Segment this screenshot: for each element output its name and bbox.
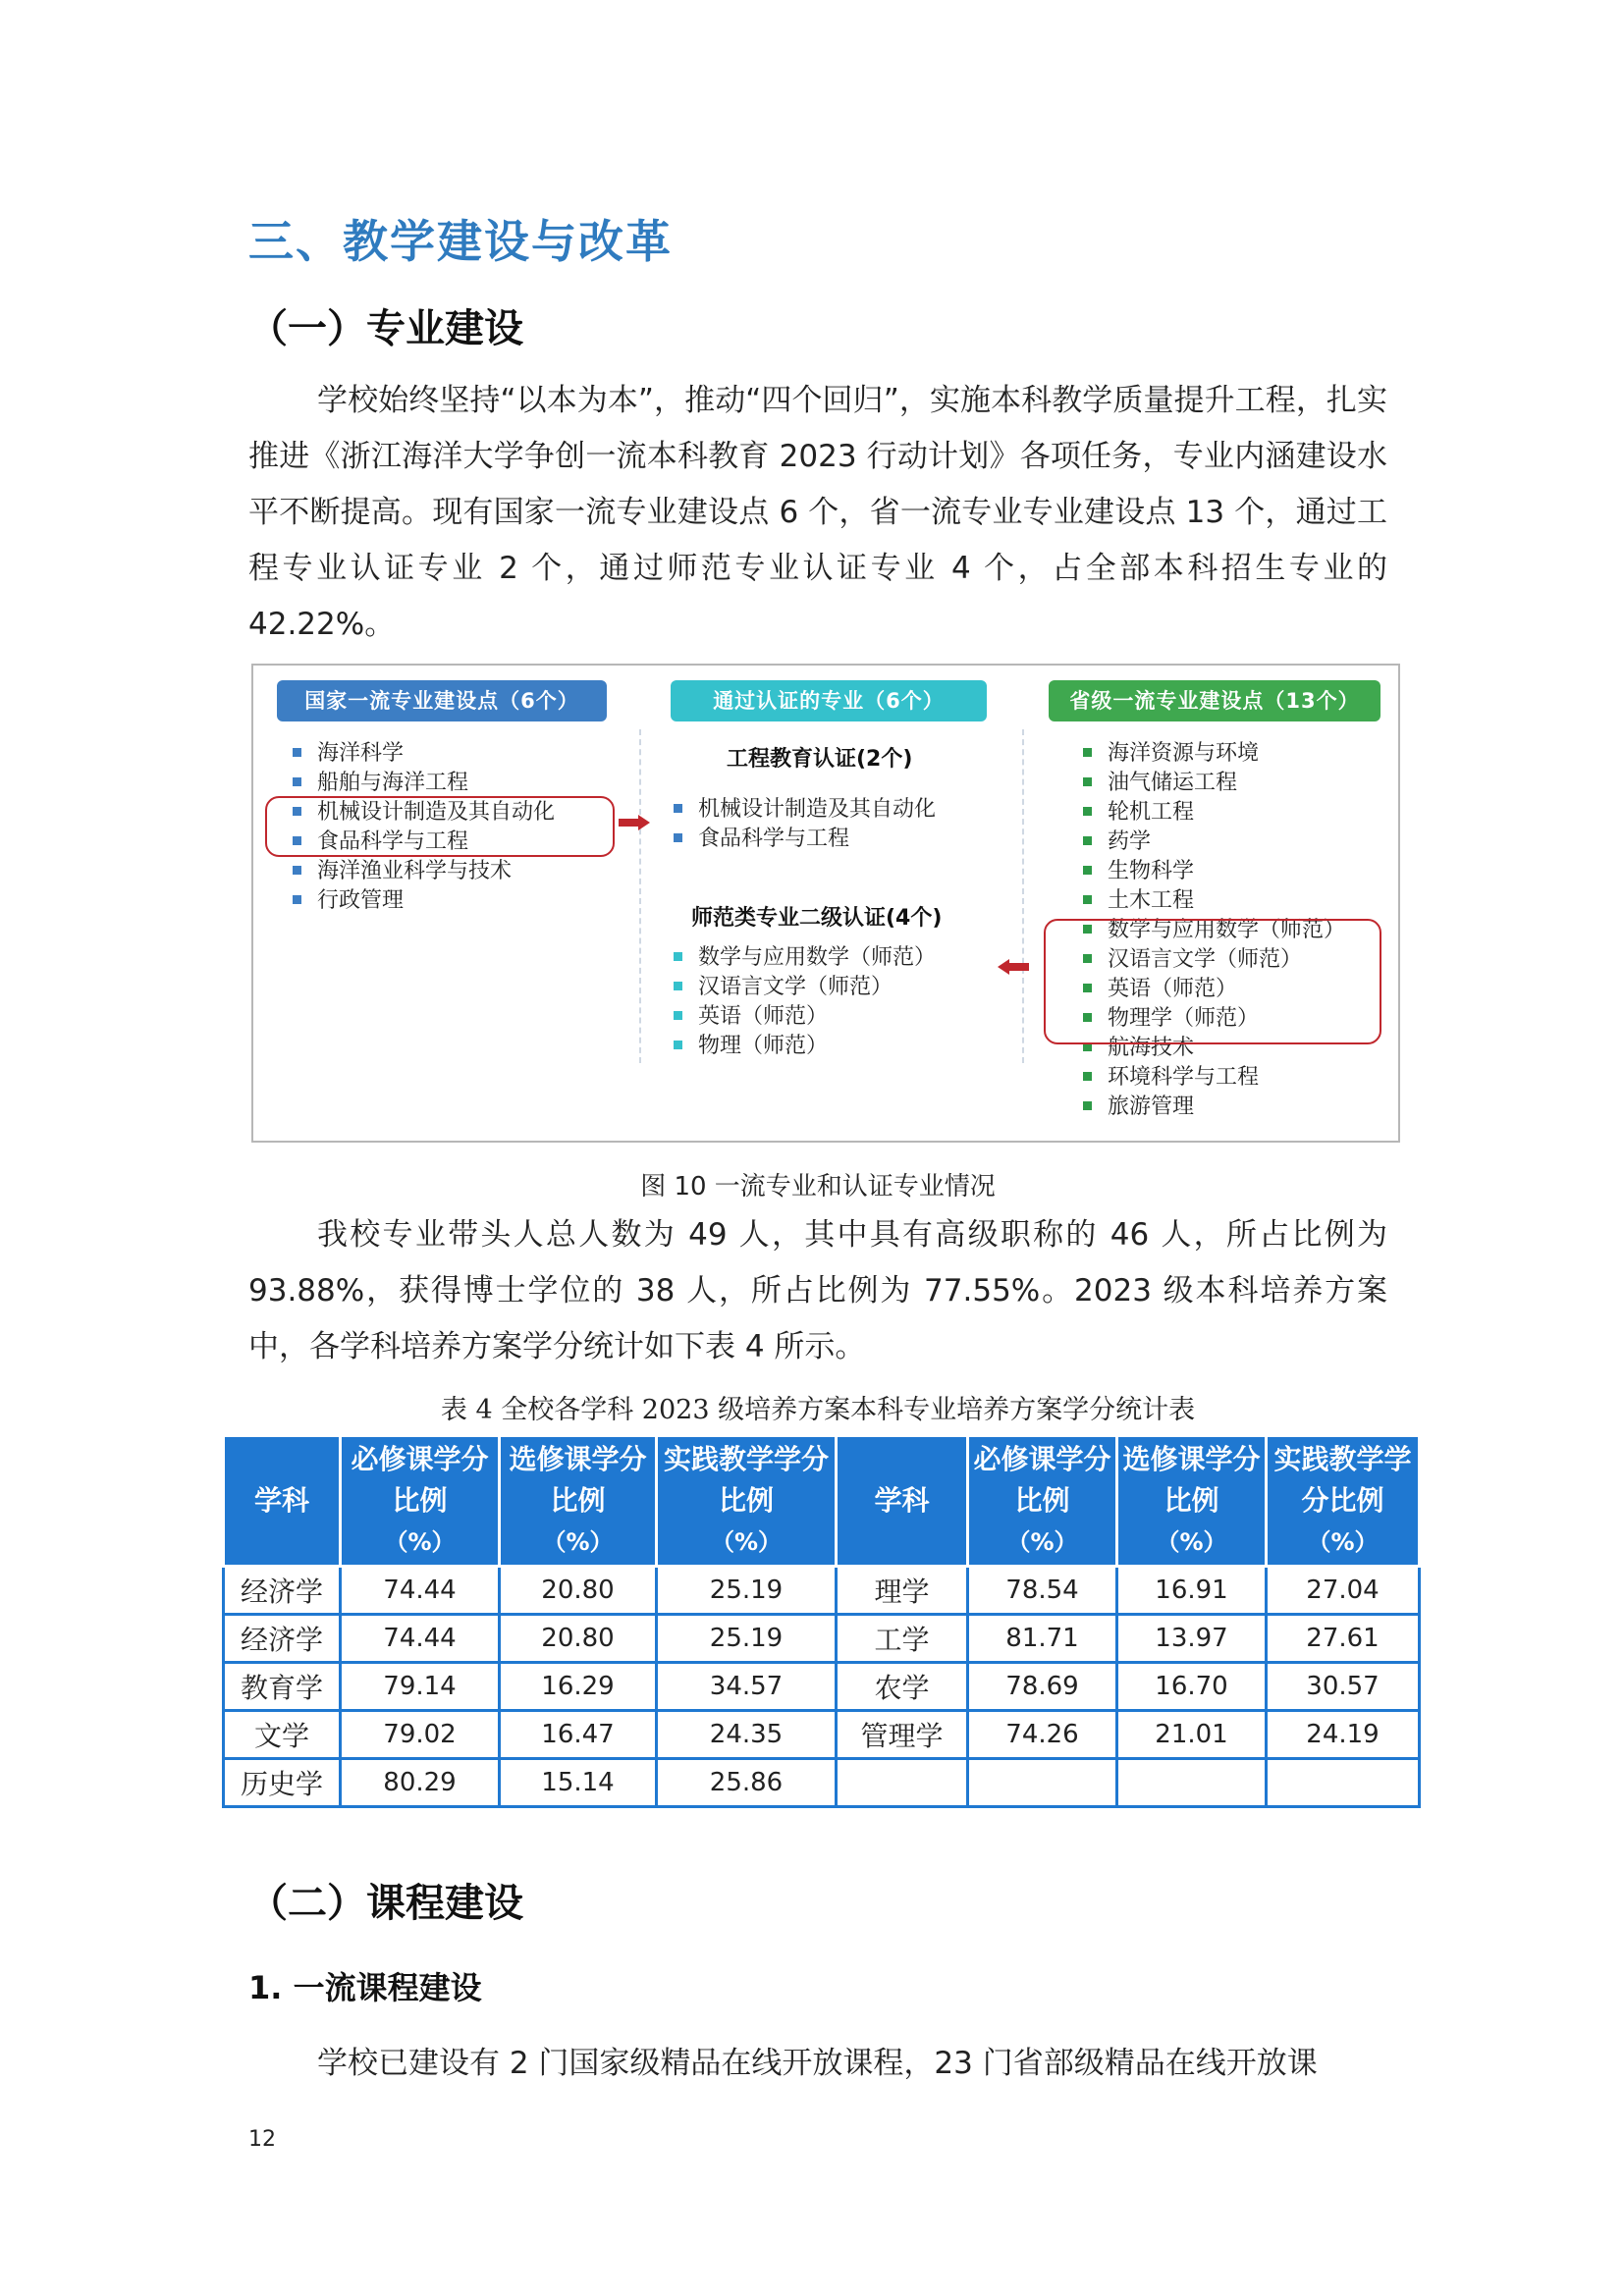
list-item: 生物科学	[1083, 857, 1345, 886]
bullet-icon	[1083, 1072, 1092, 1081]
table-cell: 24.19	[1267, 1711, 1420, 1759]
arrow-right-icon	[619, 815, 650, 830]
table-cell: 13.97	[1117, 1615, 1267, 1663]
engineering-cert-title: 工程教育认证(2个)	[727, 747, 913, 772]
table-cell: 30.57	[1267, 1663, 1420, 1711]
header-subject: 学科	[224, 1436, 341, 1567]
bullet-icon	[1083, 807, 1092, 816]
page-number: 12	[248, 2127, 276, 2152]
credit-statistics-table	[222, 1434, 1421, 1808]
highlight-box	[1044, 919, 1381, 1044]
table-row	[224, 1567, 1420, 1615]
paragraph-courses	[248, 2036, 1387, 2092]
bullet-icon	[1083, 1101, 1092, 1110]
table-cell: 工学	[837, 1615, 968, 1663]
table-caption: 表 4 全校各学科 2023 级培养方案本科专业培养方案学分统计表	[440, 1395, 1196, 1425]
list-item: 旅游管理	[1083, 1093, 1345, 1122]
list-item: 数学与应用数学（师范）	[1083, 916, 1345, 945]
list-item: 英语（师范）	[674, 1002, 936, 1032]
table-cell	[1267, 1759, 1420, 1807]
bullet-icon	[1083, 895, 1092, 904]
bullet-icon	[674, 982, 682, 990]
list-item: 汉语言文学（师范）	[674, 973, 936, 1002]
header-required: 必修课学分比例 （%）	[341, 1436, 500, 1567]
table-cell	[968, 1759, 1117, 1807]
list-item: 数学与应用数学（师范）	[674, 943, 936, 973]
list-item: 物理（师范）	[674, 1032, 936, 1061]
table-cell: 25.86	[657, 1759, 837, 1807]
table-cell: 15.14	[500, 1759, 657, 1807]
list-item: 食品科学与工程	[293, 828, 555, 857]
provincial-header: 省级一流专业建设点（13个）	[1049, 680, 1380, 721]
table-cell: 78.54	[968, 1567, 1117, 1615]
table-cell: 农学	[837, 1663, 968, 1711]
table-row	[224, 1759, 1420, 1807]
header-elective: 选修课学分比例 （%）	[1117, 1436, 1267, 1567]
paragraph-leaders	[248, 1207, 1387, 1375]
table-cell: 25.19	[657, 1615, 837, 1663]
bullet-icon	[674, 1041, 682, 1049]
table-cell: 历史学	[224, 1759, 341, 1807]
list-item: 机械设计制造及其自动化	[293, 798, 555, 828]
table-cell: 34.57	[657, 1663, 837, 1711]
bullet-icon	[1083, 777, 1092, 786]
table-cell: 74.26	[968, 1711, 1117, 1759]
certified-header: 通过认证的专业（6个）	[671, 680, 987, 721]
bullet-icon	[674, 833, 682, 842]
header-practice: 实践教学学分比例 （%）	[1267, 1436, 1420, 1567]
table-cell: 27.04	[1267, 1567, 1420, 1615]
table-cell: 管理学	[837, 1711, 968, 1759]
list-item: 海洋资源与环境	[1083, 739, 1345, 769]
table-cell: 74.44	[341, 1567, 500, 1615]
list-item: 环境科学与工程	[1083, 1063, 1345, 1093]
teacher-cert-list	[674, 943, 936, 1061]
bullet-icon	[1083, 748, 1092, 757]
table-cell: 79.02	[341, 1711, 500, 1759]
bullet-icon	[1083, 866, 1092, 875]
table-cell	[837, 1759, 968, 1807]
table-cell: 21.01	[1117, 1711, 1267, 1759]
list-item: 英语（师范）	[1083, 975, 1345, 1004]
section-heading: 三、教学建设与改革	[248, 215, 673, 268]
table-cell: 81.71	[968, 1615, 1117, 1663]
table-cell: 78.69	[968, 1663, 1117, 1711]
table-cell: 理学	[837, 1567, 968, 1615]
header-elective: 选修课学分比例 （%）	[500, 1436, 657, 1567]
list-item: 油气储运工程	[1083, 769, 1345, 798]
list-item: 行政管理	[293, 886, 555, 916]
table-cell: 20.80	[500, 1567, 657, 1615]
table-cell: 24.35	[657, 1711, 837, 1759]
bullet-icon	[1083, 836, 1092, 845]
table-row	[224, 1615, 1420, 1663]
subsection-heading-course: （二）课程建设	[248, 1881, 523, 1926]
engineering-cert-list	[674, 795, 936, 854]
table-cell: 经济学	[224, 1615, 341, 1663]
teacher-cert-title: 师范类专业二级认证(4个)	[691, 906, 943, 931]
table-cell: 25.19	[657, 1567, 837, 1615]
paragraph-text: 我校专业带头人总人数为 49 人，其中具有高级职称的 46 人，所占比例为 93.88%，获得博士学位的 38 人，所占比例为 77.55%。2023 级本科培养方案中，各学科培养方案学分统计如下表 4 所示。	[248, 1217, 1387, 1364]
paragraph-text: 学校已建设有 2 门国家级精品在线开放课程，23 门省部级精品在线开放课	[317, 2046, 1318, 2081]
national-header: 国家一流专业建设点（6个）	[277, 680, 607, 721]
table-cell: 20.80	[500, 1615, 657, 1663]
highlight-box	[265, 796, 615, 857]
table-cell: 16.91	[1117, 1567, 1267, 1615]
table-cell: 16.29	[500, 1663, 657, 1711]
table-cell: 16.47	[500, 1711, 657, 1759]
list-item: 船舶与海洋工程	[293, 769, 555, 798]
table-cell: 74.44	[341, 1615, 500, 1663]
bullet-icon	[293, 748, 301, 757]
bullet-icon	[674, 804, 682, 813]
table-cell: 79.14	[341, 1663, 500, 1711]
table-cell: 经济学	[224, 1567, 341, 1615]
paragraph-major-construction	[248, 373, 1387, 653]
table-cell	[1117, 1759, 1267, 1807]
header-practice: 实践教学学分比例 （%）	[657, 1436, 837, 1567]
table-cell: 教育学	[224, 1663, 341, 1711]
table-row	[224, 1663, 1420, 1711]
list-item: 机械设计制造及其自动化	[674, 795, 936, 825]
figure-first-class-majors	[251, 664, 1400, 1143]
column-divider	[639, 729, 641, 1063]
list-item: 轮机工程	[1083, 798, 1345, 828]
bullet-icon	[674, 952, 682, 961]
list-item: 航海技术	[1083, 1034, 1345, 1063]
header-subject: 学科	[837, 1436, 968, 1567]
table-cell: 27.61	[1267, 1615, 1420, 1663]
list-item: 汉语言文学（师范）	[1083, 945, 1345, 975]
paragraph-text: 学校始终坚持“以本为本”，推动“四个回归”，实施本科教学质量提升工程，扎实推进《浙江海洋大学争创一流本科教育 2023 行动计划》各项任务，专业内涵建设水平不断提高。现有国家一流专业建设点 6 个，省一流专业专业建设点 13 个，通过工程专业认证专业 2 个，通过师范专业认证专业 4 个，占全部本科招生专业的 42.22%。	[248, 383, 1387, 642]
header-required: 必修课学分比例 （%）	[968, 1436, 1117, 1567]
subsubsection-heading: 1. 一流课程建设	[248, 1969, 482, 2006]
bullet-icon	[293, 777, 301, 786]
list-item: 食品科学与工程	[674, 825, 936, 854]
subsection-heading-major: （一）专业建设	[248, 306, 523, 351]
list-item: 物理学（师范）	[1083, 1004, 1345, 1034]
bullet-icon	[674, 1011, 682, 1020]
table-cell: 80.29	[341, 1759, 500, 1807]
list-item: 药学	[1083, 828, 1345, 857]
table-cell: 16.70	[1117, 1663, 1267, 1711]
table-cell: 文学	[224, 1711, 341, 1759]
figure-caption: 图 10 一流专业和认证专业情况	[640, 1172, 996, 1201]
table-header-row	[224, 1436, 1420, 1567]
list-item: 土木工程	[1083, 886, 1345, 916]
list-item: 海洋科学	[293, 739, 555, 769]
list-item: 海洋渔业科学与技术	[293, 857, 555, 886]
arrow-left-icon	[998, 959, 1029, 975]
table-row	[224, 1711, 1420, 1759]
column-divider	[1022, 729, 1024, 1063]
bullet-icon	[293, 866, 301, 875]
bullet-icon	[293, 895, 301, 904]
